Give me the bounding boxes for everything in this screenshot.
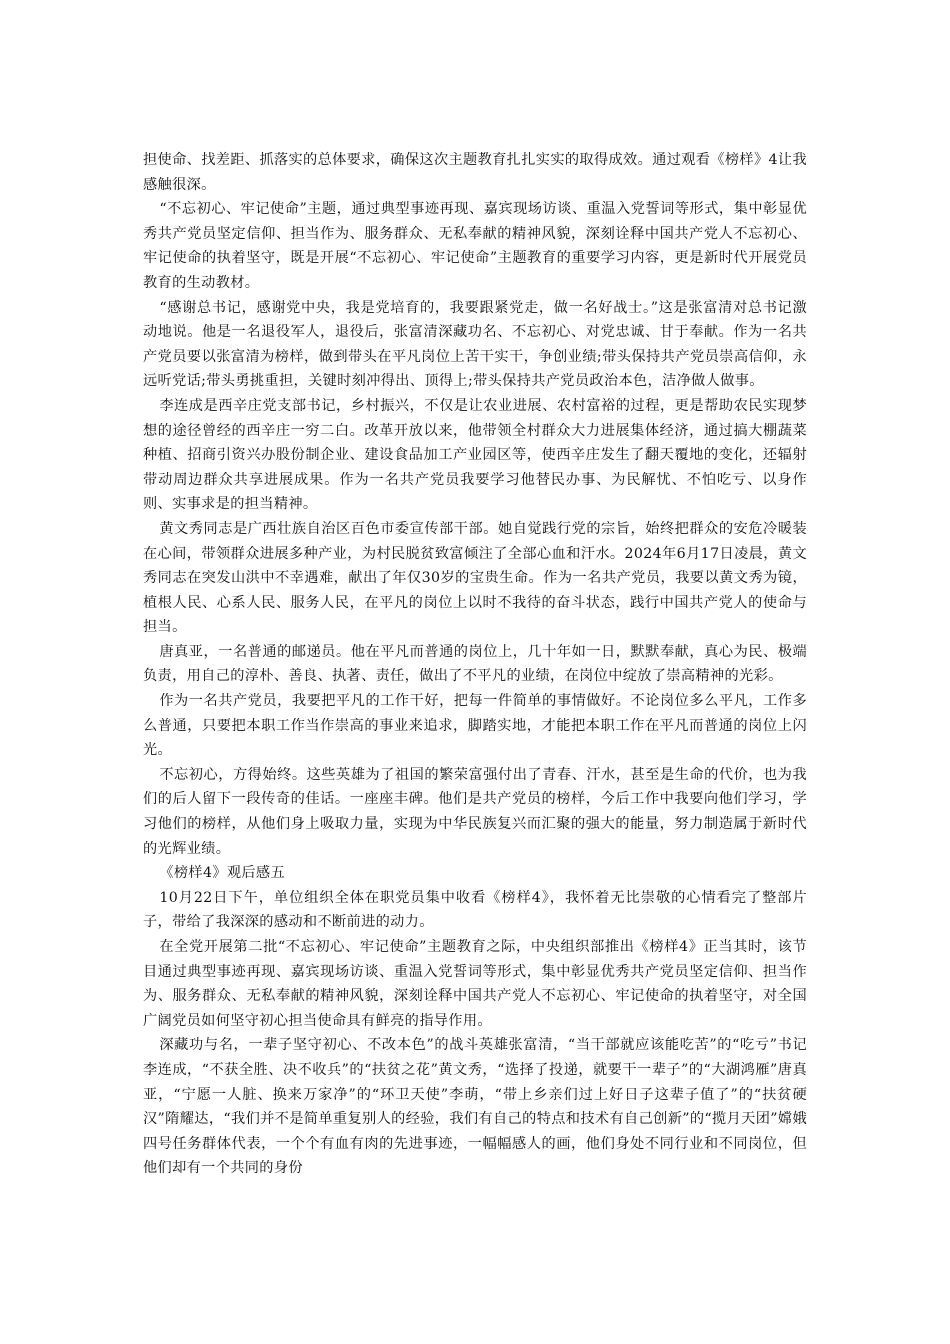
paragraph-10: 10月22日下午，单位组织全体在职党员集中收看《榜样4》，我怀着无比崇敬的心情看完了整部片子，带给了我深深的感动和不断前进的动力。	[143, 889, 807, 931]
paragraph-1: 担使命、找差距、抓落实的总体要求，确保这次主题教育扎扎实实的取得成效。通过观看《榜样》4让我感触很深。	[143, 152, 807, 193]
paragraph-4: 李连成是西辛庄党支部书记，乡村振兴，不仅是让农业进展、农村富裕的过程，更是帮助农民实现梦想的途径曾经的西辛庄一穷二白。改革开放以来，他带领全村群众大力进展集体经济，通过搞大棚蔬菜种植、招商引资兴办股份制企业、建设食品加工产业园区等，使西辛庄发生了翻天覆地的变化，还辐射带动周边群众共享进展成果。作为一名共产党员我要学习他替民办事、为民解忧、不怕吃亏、以身作则、实事求是的担当精神。	[143, 397, 807, 513]
document-page	[143, 148, 807, 1181]
paragraph-6: 唐真亚，一名普通的邮递员。他在平凡而普通的岗位上，几十年如一日，默默奉献，真心为民、极端负责，用自己的淳朴、善良、执著、责任，做出了不平凡的业绩，在岗位中绽放了崇高精神的光彩。	[143, 643, 807, 685]
paragraph-3: “感谢总书记，感谢党中央，我是党培育的，我要跟紧党走，做一名好战士。”这是张富清对总书记激动地说。他是一名退役军人，退役后，张富清深藏功名、不忘初心、对党忠诚、甘于奉献。作为一名共产党员要以张富清为榜样，做到带头在平凡岗位上苦干实干，争创业绩;带头保持共产党员崇高信仰，永远听党话;带头勇挑重担，关键时刻冲得出、顶得上;带头保持共产党员政治本色，洁净做人做事。	[143, 299, 807, 390]
paragraph-5: 黄文秀同志是广西壮族自治区百色市委宣传部干部。她自觉践行党的宗旨，始终把群众的安危冷暖装在心间，带领群众进展多种产业，为村民脱贫致富倾注了全部心血和汗水。2024年6月17日凌晨，黄文秀同志在突发山洪中不幸遇难，献出了年仅30岁的宝贵生命。作为一名共产党员，我要以黄文秀为镜，植根人民、心系人民、服务人民，在平凡的岗位上以时不我待的奋斗状态，践行中国共产党人的使命与担当。	[143, 520, 807, 636]
paragraph-11: 在全党开展第二批“不忘初心、牢记使命”主题教育之际，中央组织部推出《榜样4》正当其时，该节目通过典型事迹再现、嘉宾现场访谈、重温入党誓词等形式，集中彰显优秀共产党员坚定信仰、担当作为、服务群众、无私奉献的精神风貌，深刻诠释中国共产党人不忘初心、牢记使命的执着坚守，对全国广阔党员如何坚守初心担当使命具有鲜亮的指导作用。	[143, 939, 807, 1029]
paragraph-2: “不忘初心、牢记使命”主题，通过典型事迹再现、嘉宾现场访谈、重温入党誓词等形式，集中彰显优秀共产党员坚定信仰、担当作为、服务群众、无私奉献的精神风貌，深刻诠释中国共产党人不忘初心、牢记使命的执着坚守，既是开展“不忘初心、牢记使命”主题教育的重要学习内容，更是新时代开展党员教育的生动教材。	[143, 201, 807, 291]
paragraph-8: 不忘初心，方得始终。这些英雄为了祖国的繁荣富强付出了青春、汗水，甚至是生命的代价，也为我们的后人留下一段传奇的佳话。一座座丰碑。他们是共产党员的榜样，今后工作中我要向他们学习，学习他们的榜样，从他们身上吸取力量，实现为中华民族复兴而汇聚的强大的能量，努力制造属于新时代的光辉业绩。	[143, 766, 807, 857]
paragraph-12: 深藏功与名，一辈子坚守初心、不改本色”的战斗英雄张富清，“当干部就应该能吃苦”的“吃亏”书记李连成，“不获全胜、决不收兵”的“扶贫之花”黄文秀，“选择了投递，就要干一辈子”的“大湖鸿雁”唐真亚，“宁愿一人脏、换来万家净”的“环卫天使”李萌，“带上乡亲们过上好日子这辈子值了”的“扶贫硬汉”隋耀达，“我们并不是简单重复别人的经验，我们有自己的特点和技术有自己创新”的“揽月天团”嫦娥四号任务群体代表，一个个有血有肉的先进事迹，一幅幅感人的画，他们身处不同行业和不同岗位，但他们却有一个共同的身份	[143, 1037, 807, 1177]
section-heading: 《榜样4》观后感五	[159, 865, 286, 882]
paragraph-7: 作为一名共产党员，我要把平凡的工作干好，把每一件简单的事情做好。不论岗位多么平凡，工作多么普通，只要把本职工作当作崇高的事业来追求，脚踏实地，才能把本职工作在平凡而普通的岗位上闪光。	[143, 693, 807, 759]
